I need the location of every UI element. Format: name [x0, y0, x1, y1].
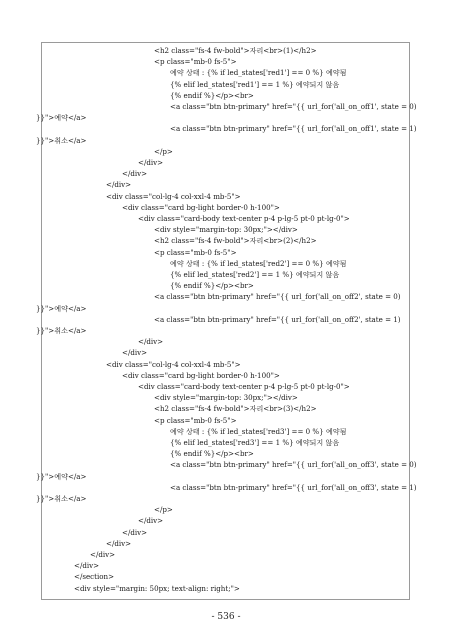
code-line: <div class="col-lg-4 col-xxl-4 mb-5">	[106, 191, 241, 201]
code-line: 예약 상태 : {% if led_states['red2'] == 0 %} 예약됨	[170, 258, 347, 268]
code-line: 예약 상태 : {% if led_states['red3'] == 0 %} 예약됨	[170, 426, 347, 436]
code-line: }}">취소</a>	[36, 135, 87, 145]
code-line: }}">예약</a>	[36, 113, 87, 123]
code-line: }}">예약</a>	[36, 471, 87, 481]
code-line: <a class="btn btn-primary" href="{{ url_for('all_on_off2', state = 1)	[154, 314, 401, 324]
code-line: <p class="mb-0 fs-5">	[154, 57, 237, 67]
code-line: </div>	[106, 538, 132, 548]
code-line: </div>	[122, 527, 148, 537]
code-line: <div style="margin: 50px; text-align: right;">	[74, 583, 240, 593]
code-line: <h2 class="fs-4 fw-bold">자리<br>(1)</h2>	[154, 46, 317, 55]
code-line: {% endif %}</p><br>	[170, 90, 254, 100]
code-line: }}">예약</a>	[36, 303, 87, 313]
code-line: </p>	[154, 146, 173, 156]
code-line: }}">취소</a>	[36, 326, 87, 335]
code-line: <a class="btn btn-primary" href="{{ url_for('all_on_off1', state = 0)	[170, 102, 417, 111]
code-line: <div class="card-body text-center p-4 p-lg-5 pt-0 pt-lg-0">	[138, 214, 350, 223]
code-line: </p>	[154, 505, 173, 515]
code-line: </div>	[122, 169, 148, 179]
code-line: <a class="btn btn-primary" href="{{ url_for('all_on_off1', state = 1)	[170, 124, 417, 134]
code-line: <a class="btn btn-primary" href="{{ url_for('all_on_off3', state = 0)	[170, 460, 417, 470]
code-line: </div>	[74, 561, 100, 571]
code-line: <p class="mb-0 fs-5">	[154, 247, 237, 257]
code-line: </div>	[90, 550, 116, 559]
code-line: </div>	[122, 348, 148, 358]
code-line: <p class="mb-0 fs-5">	[154, 415, 237, 425]
code-line: <h2 class="fs-4 fw-bold">자리<br>(3)</h2>	[154, 404, 317, 414]
code-line: </div>	[138, 516, 164, 526]
code-line: </div>	[138, 158, 164, 167]
code-line: </div>	[106, 180, 132, 190]
code-line: <div style="margin-top: 30px;"></div>	[154, 225, 298, 235]
code-line: 예약 상태 : {% if led_states['red1'] == 0 %} 예약됨	[170, 68, 347, 78]
code-line: }}">취소</a>	[36, 494, 87, 503]
code-line: <div class="card bg-light border-0 h-100">	[122, 370, 280, 380]
code-line: {% elif led_states['red2'] == 1 %} 예약되지 않음	[170, 270, 340, 279]
code-line: <div class="col-lg-4 col-xxl-4 mb-5">	[106, 359, 241, 369]
code-line: {% endif %}</p><br>	[170, 281, 254, 291]
code-line: {% endif %}</p><br>	[170, 449, 254, 459]
page-number: - 536 -	[211, 612, 241, 622]
code-line: <div class="card-body text-center p-4 p-lg-5 pt-0 pt-lg-0">	[138, 382, 350, 391]
code-line: <div class="card bg-light border-0 h-100">	[122, 202, 280, 212]
code-line: <a class="btn btn-primary" href="{{ url_for('all_on_off3', state = 1)	[170, 482, 417, 492]
code-line: <h2 class="fs-4 fw-bold">자리<br>(2)</h2>	[154, 236, 317, 246]
code-line: {% elif led_states['red3'] == 1 %} 예약되지 않음	[170, 438, 340, 447]
code-line: <div style="margin-top: 30px;"></div>	[154, 393, 298, 403]
code-line: {% elif led_states['red1'] == 1 %} 예약되지 않음	[170, 79, 340, 89]
code-line: </section>	[74, 572, 115, 582]
code-line: </div>	[138, 337, 164, 347]
code-line: <a class="btn btn-primary" href="{{ url_for('all_on_off2', state = 0)	[154, 292, 401, 302]
